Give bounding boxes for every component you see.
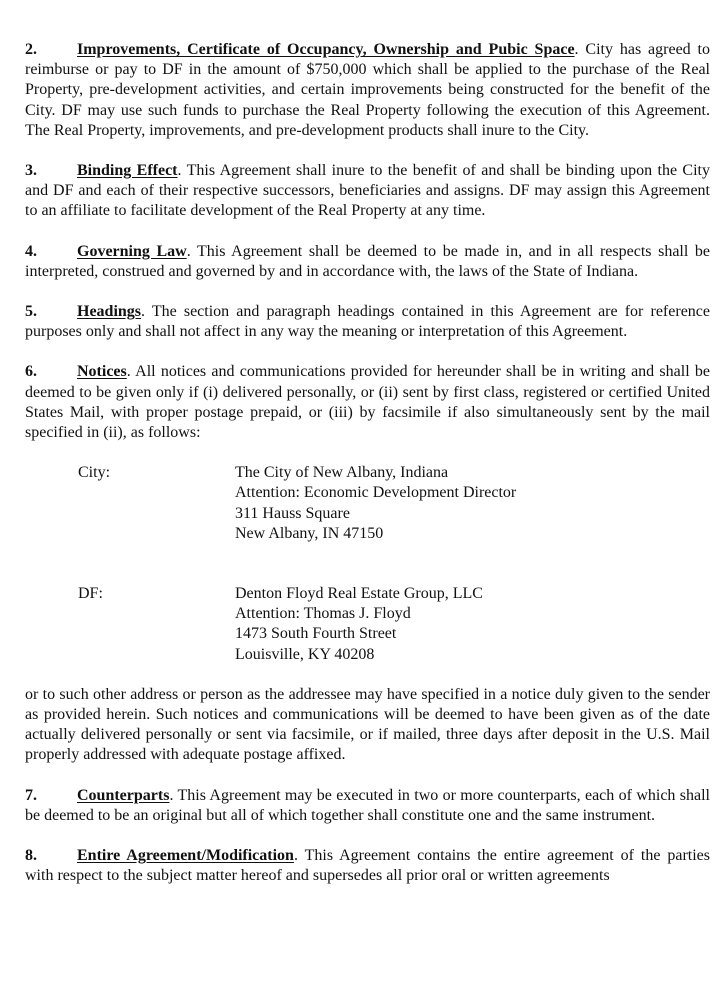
address-line: Attention: Economic Development Director [235,484,517,502]
section-8 [25,846,710,886]
section-heading: Counterparts [77,786,170,804]
address-line: Louisville, KY 40208 [235,645,375,663]
address-line: The City of New Albany, Indiana [235,464,449,482]
address-line: Denton Floyd Real Estate Group, LLC [235,585,483,603]
section-body: . This Agreement shall be deemed to be made in, and in all respects shall be interpreted, construed and governed by and in accordance with, the laws of the State of Indiana. [25,242,711,280]
section-2 [25,40,710,141]
address-line: 311 Hauss Square [235,504,350,522]
section-3 [25,161,710,222]
section-body: . This Agreement may be executed in two or more counterparts, each of which shall be deemed to be an original but all of which together shall constitute one and the same instrument. [25,786,710,824]
section-6 [25,362,710,443]
section-number: 5. [25,303,37,321]
address-line: New Albany, IN 47150 [235,524,384,542]
section-number: 2. [25,41,37,58]
section-4 [25,242,710,282]
section-heading: Binding Effect [77,162,178,180]
section-body: . The section and paragraph headings contained in this Agreement are for reference purposes only and shall not affect in any way the meaning or interpretation of this Agreement. [25,303,710,341]
section-body: . City has agreed to reimburse or pay to DF in the amount of $750,000 which shall be applied to the purchase of the Real Property, pre-development activities, and certain improvements being constructed for the benefit of the City. DF may use such funds to purchase the Real Property following the execution of this Agreement. The Real Property, improvements, and pre-development products shall inure to the City. [25,41,710,139]
address-line: 1473 South Fourth Street [235,625,397,643]
section-6-closing: or to such other address or person as the addressee may have specified in a notice duly given to the sender as provided herein. Such notices and communications will be deemed to have been given as of the date actually delivered personally or sent via facsimile, or if mailed, three days after deposit in the U.S. Mail properly addressed with adequate postage affixed. [25,685,710,764]
address-label: DF: [78,585,103,603]
section-number: 3. [25,162,37,180]
document-page [25,40,710,907]
section-body: . All notices and communications provided for hereunder shall be in writing and shall be deemed to be given only if (i) delivered personally, or (ii) sent by first class, registered or certified United States Mail, with proper postage prepaid, or (iii) by facsimile if also simultaneously sent by the mail specified in (ii), as follows: [25,363,710,442]
section-number: 8. [25,847,37,865]
address-label: City: [78,464,111,482]
address-city [78,463,710,544]
section-heading: Improvements, Certificate of Occupancy, Ownership and Pubic Space [77,41,575,58]
address-line: Attention: Thomas J. Floyd [235,605,411,623]
section-body: . This Agreement contains the entire agreement of the parties with respect to the subject matter hereof and supersedes all prior oral or written agreements [25,847,710,885]
section-heading: Notices [77,363,127,381]
address-lines [235,584,483,665]
section-number: 7. [25,786,37,804]
section-number: 6. [25,363,37,381]
section-heading: Entire Agreement/Modification [77,847,294,865]
section-heading: Headings [77,303,142,321]
address-df [78,584,710,665]
section-heading: Governing Law [77,242,187,260]
address-lines [235,463,516,544]
section-7 [25,786,710,826]
section-body: . This Agreement shall inure to the benefit of and shall be binding upon the City and DF and each of their respective successors, beneficiaries and assigns. DF may assign this Agreement to an affiliate to facilitate development of the Real Property at any time. [25,162,710,220]
section-number: 4. [25,242,37,260]
section-5 [25,302,710,342]
